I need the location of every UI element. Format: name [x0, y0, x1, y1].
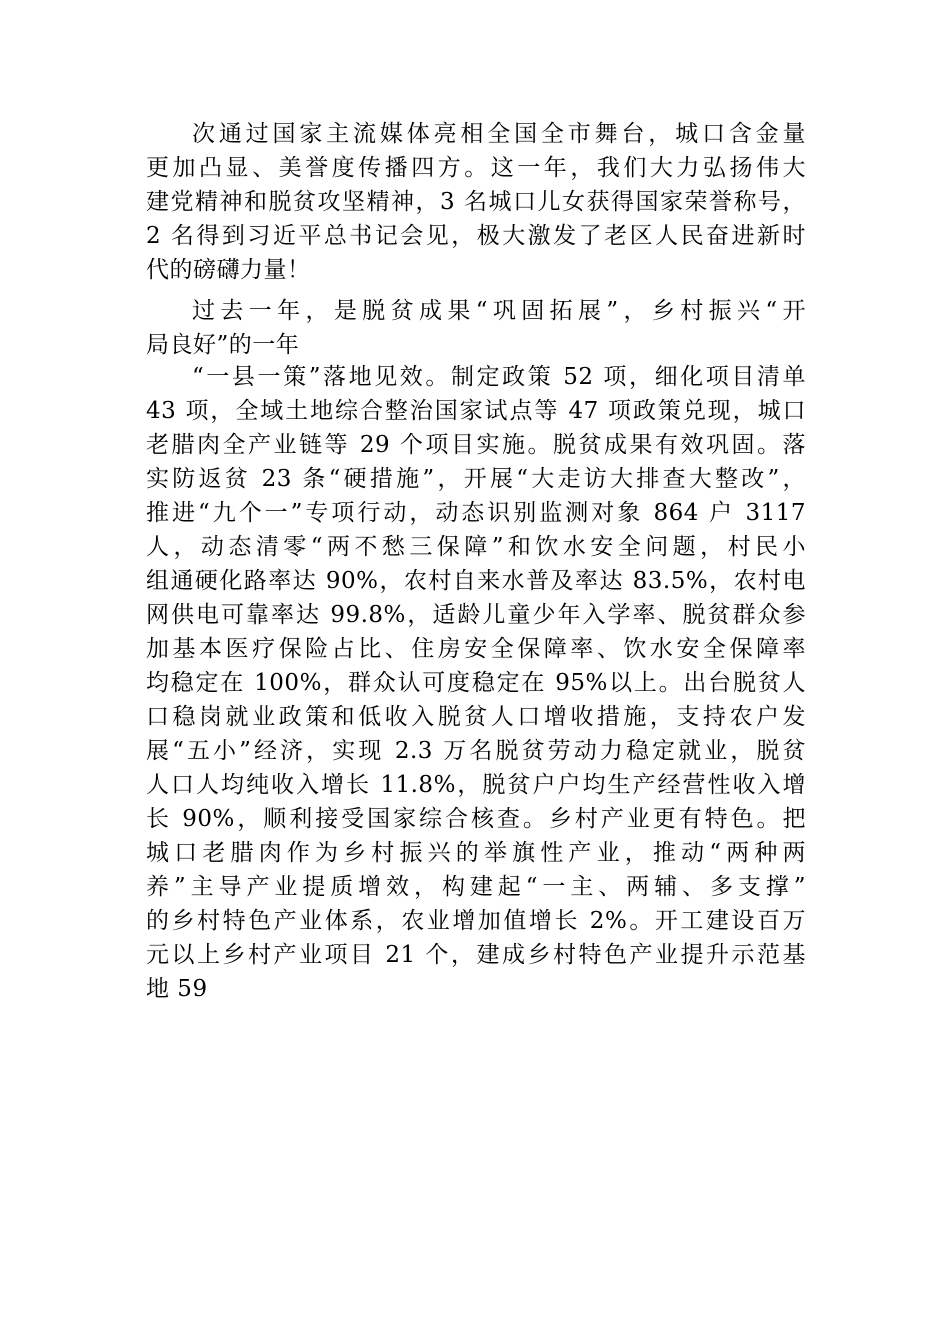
text-line: 43 项，全域土地综合整治国家试点等 47 项政策兑现，城口 — [146, 398, 806, 424]
text-line: 加基本医疗保险占比、住房安全保障率、饮水安全保障率 — [146, 636, 806, 662]
text-line: 网供电可靠率达 99.8%，适龄儿童少年入学率、脱贫群众参 — [146, 602, 806, 628]
text-line: 次通过国家主流媒体亮相全国全市舞台，城口含金量 — [192, 121, 806, 147]
text-line: 均稳定在 100%，群众认可度稳定在 95%以上。出台脱贫人 — [146, 670, 806, 696]
paragraph-3 — [146, 360, 806, 1006]
text-line: 局良好”的一年 — [146, 332, 300, 358]
text-line: 更加凸显、美誉度传播四方。这一年，我们大力弘扬伟大 — [146, 155, 806, 181]
text-line: 养”主导产业提质增效，构建起“一主、两辅、多支撑” — [146, 874, 806, 900]
text-line: 人口人均纯收入增长 11.8%，脱贫户户均生产经营性收入增 — [146, 772, 806, 798]
text-line: 2 名得到习近平总书记会见，极大激发了老区人民奋进新时 — [146, 223, 806, 249]
text-line: 建党精神和脱贫攻坚精神，3 名城口儿女获得国家荣誉称号， — [146, 189, 806, 215]
text-line: 组通硬化路率达 90%，农村自来水普及率达 83.5%，农村电 — [146, 568, 806, 594]
text-line: 代的磅礴力量！ — [146, 257, 311, 283]
text-line: 过去一年，是脱贫成果“巩固拓展”，乡村振兴“开 — [192, 298, 806, 324]
text-line: 长 90%，顺利接受国家综合核查。乡村产业更有特色。把 — [146, 806, 806, 832]
text-line: 老腊肉全产业链等 29 个项目实施。脱贫成果有效巩固。落 — [146, 432, 806, 458]
text-line: 口稳岗就业政策和低收入脱贫人口增收措施，支持农户发 — [146, 704, 806, 730]
text-line: 实防返贫 23 条“硬措施”，开展“大走访大排查大整改”， — [146, 466, 806, 492]
text-line: 城口老腊肉作为乡村振兴的举旗性产业，推动“两种两 — [146, 840, 806, 866]
text-line: 地 59 — [146, 976, 208, 1002]
paragraph-2 — [146, 294, 806, 362]
text-line: 的乡村特色产业体系，农业增加值增长 2%。开工建设百万 — [146, 908, 806, 934]
text-line: 人，动态清零“两不愁三保障”和饮水安全问题，村民小 — [146, 534, 806, 560]
text-line: 推进“九个一”专项行动，动态识别监测对象 864 户 3117 — [146, 500, 806, 526]
text-line: 元以上乡村产业项目 21 个，建成乡村特色产业提升示范基 — [146, 942, 806, 968]
paragraph-1 — [146, 117, 806, 287]
text-line: 展“五小”经济，实现 2.3 万名脱贫劳动力稳定就业，脱贫 — [146, 738, 806, 764]
text-line: “一县一策”落地见效。制定政策 52 项，细化项目清单 — [192, 364, 806, 390]
